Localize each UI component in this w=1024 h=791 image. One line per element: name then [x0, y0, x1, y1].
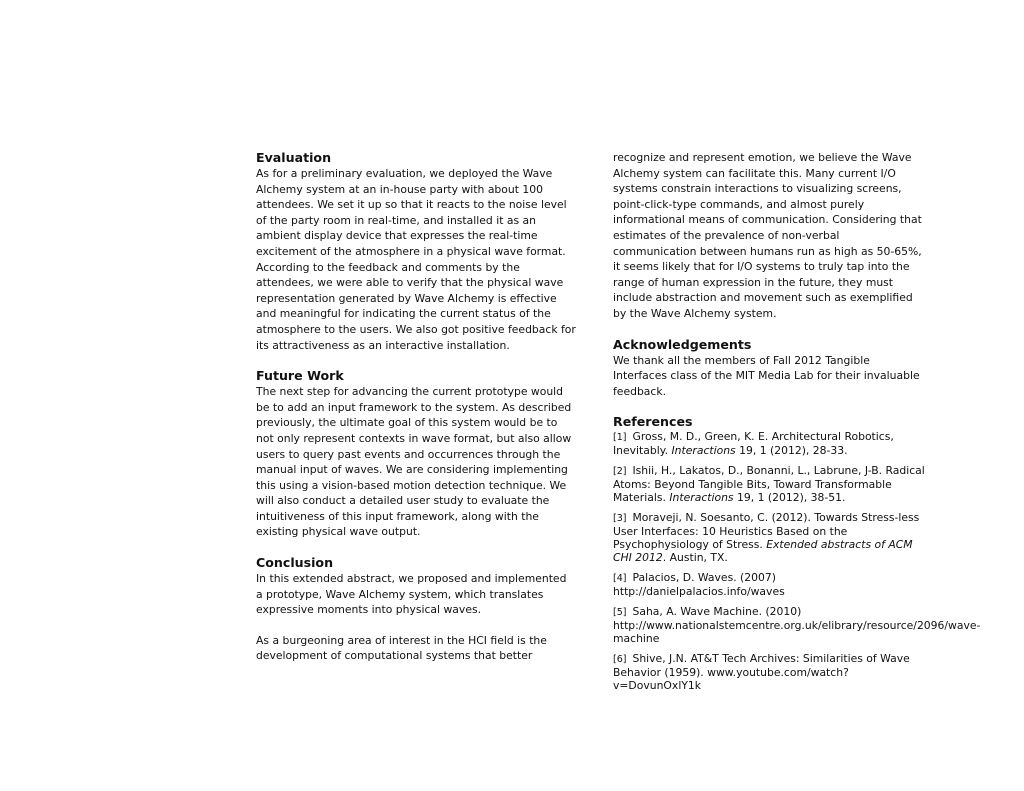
- left-column: [256, 150, 576, 679]
- future-work-body: The next step for advancing the current prototype would be to add an input framework to the system. As described previously, the ultimate goal of this system would be to not only represent contexts in wave format, but also allow users to query past events and occurrences through the manual input of waves. We are considering implementing this using a vision-based motion detection technique. We will also conduct a detailed user study to evaluate the intuitiveness of this input framework, along with the existing physical wave output.: [256, 385, 572, 539]
- future-work-section: [256, 368, 576, 540]
- reference-item: [2] Ishii, H., Lakatos, D., Bonanni, L., Labrune, J-B. Radical Atoms: Beyond Tangible Bits, Toward Transformable Materials. Interactions 19, 1 (2012), 38-51.: [613, 464, 925, 505]
- reference-item: [1] Gross, M. D., Green, K. E. Architectural Robotics, Inevitably. Interactions 19, 1 (2012), 28-33.: [613, 430, 894, 458]
- reference-item: [3] Moraveji, N. Soesanto, C. (2012). Towards Stress-less User Interfaces: 10 Heuristics Based on the Psychophysiology of Stress. Extended abstracts of ACM CHI 2012. Austin, TX.: [613, 511, 920, 565]
- conclusion-heading: Conclusion: [256, 555, 334, 571]
- acknowledgements-body: We thank all the members of Fall 2012 Tangible Interfaces class of the MIT Media Lab for their invaluable feedback.: [613, 353, 920, 398]
- continuation-section: [613, 150, 925, 322]
- continuation-paragraph: recognize and represent emotion, we believe the Wave Alchemy system can facilitate this. Many current I/O systems constrain interactions to visualizing screens, point-click-type commands, and almost purely informational means of communication. Considering that estimates of the prevalence of non-verbal communication between humans run as high as 50-65%, it seems likely that for I/O systems to truly tap into the range of human expression in the future, they must include abstraction and movement such as exemplified by the Wave Alchemy system.: [613, 151, 922, 320]
- references-heading: References: [613, 414, 693, 430]
- reference-item: [4] Palacios, D. Waves. (2007) http://danielpalacios.info/waves: [613, 571, 785, 599]
- acknowledgements-section: [613, 337, 925, 400]
- references-section: [613, 414, 981, 693]
- future-work-heading: Future Work: [256, 368, 344, 384]
- reference-item: [5] Saha, A. Wave Machine. (2010) http://www.nationalstemcentre.org.uk/elibrary/resource/2096/wave-machine: [613, 605, 981, 646]
- conclusion-section: [256, 555, 576, 664]
- evaluation-body: As for a preliminary evaluation, we deployed the Wave Alchemy system at an in-house party with about 100 attendees. We set it up so that it reacts to the noise level of the party room in real-time, and installed it as an ambient display device that expresses the real-time excitement of the atmosphere in a physical wave format. According to the feedback and comments by the attendees, we were able to verify that the physical wave representation generated by Wave Alchemy is effective and meaningful for indicating the current status of the atmosphere to the users. We also got positive feedback for its attractiveness as an interactive installation.: [256, 167, 576, 352]
- reference-item: [6] Shive, J.N. AT&T Tech Archives: Similarities of Wave Behavior (1959). www.youtube.com/watch?v=DovunOxlY1k: [613, 652, 910, 693]
- evaluation-section: [256, 150, 576, 353]
- conclusion-paragraph-1: In this extended abstract, we proposed and implemented a prototype, Wave Alchemy system, which translates expressive moments into physical waves.: [256, 572, 567, 617]
- conclusion-paragraph-2: As a burgeoning area of interest in the HCI field is the development of computational systems that better: [256, 633, 547, 663]
- right-column: [613, 150, 981, 699]
- evaluation-heading: Evaluation: [256, 150, 332, 165]
- acknowledgements-heading: Acknowledgements: [613, 336, 752, 352]
